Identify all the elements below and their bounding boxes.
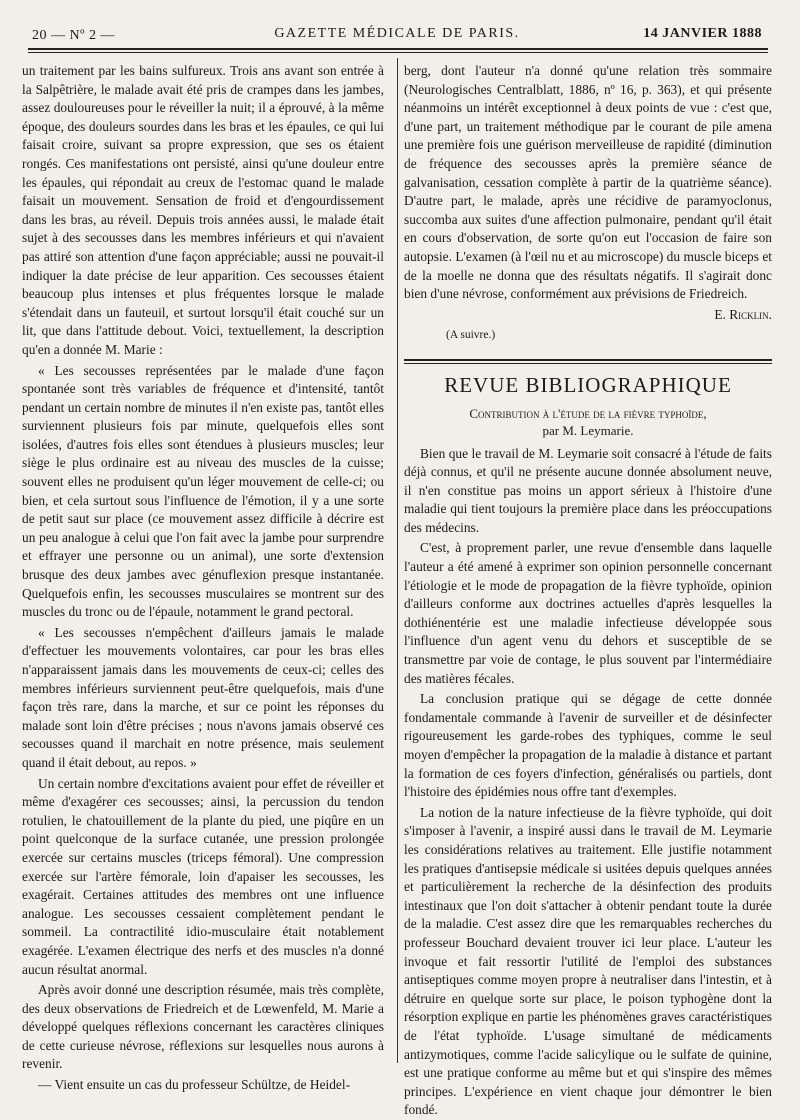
- quote-paragraph: « Les secousses n'empêchent d'ailleurs jamais le malade d'effectuer les mouvements volontaires, car pour les bras elles n'apparaissent jamais dans les mouvements de ceux-ci; celles des membres inférieurs surviennent peut-être quelquefois, mais d'une façon très rare, dans la marche, et sur ce point les réponses du malade sont loin d'être précises ; nous n'avons jamais observé ces secousses quand il marchait en notre présence, mais seulement quand il était debout, au repos. »: [22, 624, 384, 770]
- column-divider: [397, 58, 398, 1063]
- paragraph: La notion de la nature infectieuse de la fièvre typhoïde, qui doit s'imposer à l'avenir, a inspiré aussi dans le travail de M. Leymarie les considérations relatives au traitement. Elle justifie notamment les pratiques d'antisepsie médicale si usitées depuis quelques années et particulièrement la recherche de la désinfection des produits intestinaux que l'on doit s'attacher à obtenir pendant toute la durée de la maladie. C'est assez dire que les remarquables recherches du professeur Bouchard devaient trouver ici leur place. L'auteur les invoque et fait ressortir l'utilité de l'emploi des substances antiseptiques comme moyen propre à neutraliser dans l'intestin, et à détruire en quelque sorte sur place, le poison typhogène dont la résorption explique en partie les phénomènes graves caractéristiques de l'état typhoïde. L'usage simultané de médicaments antizymotiques, comme l'acide salicylique ou le sulfate de quinine, est une pratique conforme au même but et qui s'inspire des mêmes principes. L'expérience en vient chaque jour démontrer le bien fondé.: [404, 804, 772, 1118]
- paragraph: berg, dont l'auteur n'a donné qu'une relation très sommaire (Neurologisches Centralblatt, 1886, nº 16, p. 363), et qui présente néanmoins un intérêt exceptionnel à deux points de vue : c'est que, d'une part, un traitement méthodique par le courant de pile amena une première fois une guérison merveilleuse de rapidité (diminution de fréquence des secousses après la première séance de galvanisation, cessation complète à partir de la quatrième séance). D'autre part, le malade, après une récidive de paramyoclonus, succomba aux suites d'une affection pulmonaire, pendant qu'il était en cours d'observation, de sorte qu'on eut l'occasion de faire son autopsie. L'examen (à l'œil nu et au microscope) du muscle biceps et de la moelle ne donna que des résultats négatifs. Il s'agirait donc bien d'une névrose, conformément aux prévisions de Friedreich.: [404, 63, 772, 302]
- page-number: 20 — Nº 2 —: [32, 28, 115, 43]
- paragraph: Un certain nombre d'excitations avaient pour effet de réveiller et même d'exagérer ces secousses; ainsi, la percussion du tendon rotulien, le chatouillement de la plante du pied, une piqûre en un point quelconque de la surface cutanée, une pression prolongée exercée sur certains muscles (triceps fémoral). Une compression exercée sur l'artère fémorale, loin d'apaiser les secousses, les exagérait. Certaines attitudes des membres ont une influence analogue. Les secousses cessaient complètement pendant le sommeil. La contractilité idio-musculaire était notablement exagérée. L'examen électrique des nerfs et des muscles n'a donné aucun résultat anormal.: [22, 775, 384, 977]
- continued-note: (A suivre.): [446, 329, 496, 342]
- article-author: par M. Leymarie.: [542, 422, 634, 438]
- left-column: [22, 62, 384, 1093]
- article-heading: [404, 405, 772, 439]
- issue-date: 14 JANVIER 1888: [643, 26, 762, 41]
- section-title: REVUE BIBLIOGRAPHIQUE: [444, 372, 732, 397]
- paragraph: Bien que le travail de M. Leymarie soit consacré à l'étude de faits déjà connus, et qu'il ne présente aucune donnée absolument neuve, il n'en constitue pas moins un apport sérieux à l'histoire d'une maladie qui tient toujours la première place dans les préoccupations des médecins.: [404, 445, 772, 535]
- paragraph: C'est, à proprement parler, une revue d'ensemble dans laquelle l'auteur a été amené à exprimer son opinion personnelle concernant l'étiologie et le mode de propagation de la fièvre typhoïde, opinion d'ailleurs conforme aux doctrines actuelles d'après lesquelles la dothiénentérie est une maladie infectieuse développée sous l'influence d'un agent venu du dehors et susceptible de se transmettre par voie de contage, le plus souvent par l'intermédiaire des matières fécales.: [404, 540, 772, 686]
- journal-title: GAZETTE MÉDICALE DE PARIS.: [274, 26, 520, 41]
- author-signature: E. Ricklin.: [714, 306, 772, 322]
- page-header: [32, 22, 762, 44]
- paragraph: Après avoir donné une description résumée, mais très complète, des deux observations de Friedreich et de Lœwenfeld, M. Marie a développé quelques réflexions concernant les caractères cliniques de cette curieuse névrose, réflexions sur lesquelles nous aurons à revenir.: [22, 982, 384, 1072]
- header-rule: [28, 48, 768, 53]
- right-column: [404, 62, 772, 1118]
- paragraph: — Vient ensuite un cas du professeur Schültze, de Heidel-: [38, 1077, 351, 1093]
- article-title: Contribution à l'étude de la fièvre typhoïde,: [469, 405, 707, 421]
- paragraph: un traitement par les bains sulfureux. Trois ans avant son entrée à la Salpêtrière, le malade avait été pris de crampes dans les jambes, assez douloureuses pour le réveiller la nuit; il a éprouvé, à la même époque, des douleurs sourdes dans les bras et les épaules, ce qui lui faisait croire, suivant sa propre expression, que ses os étaient rongés. Ces manifestations ont persisté, ainsi qu'une douleur entre les épaules, qui répondait au creux de l'estomac quand le malade faisait un mouvement. Sensation de froid et d'engourdissement dans les bras, au réveil. Depuis trois années aussi, le malade était sujet à des secousses dans les membres inférieurs et qui n'avaient pas attiré son attention d'une façon appréciable; aussi ne pouvait-il indiquer la date précise de leur apparition. Ces secousses étaient beaucoup plus intenses et plus fréquentes lorsque le malade s'étendait dans un fauteuil, et surtout lorsqu'il était couché sur un lit, que dans l'attitude debout. Voici, textuellement, la description qu'en a donnée M. Marie :: [22, 63, 384, 357]
- quote-paragraph: « Les secousses représentées par le malade d'une façon spontanée sont très variables de fréquence et d'intensité, tantôt pendant un certain nombre de minutes il n'en existe pas, tantôt elles surviennent plusieurs fois par minute, quelquefois elles sont isolées, d'autres fois elles sont étendues à plusieurs muscles; leur siège le plus ordinaire est au niveau des muscles de la cuisse; souvent elles ne produisent qu'un léger mouvement de celle-ci; ou bien, et cela surtout sous l'influence de l'émotion, il y a une sorte de petit saut sur place (ce mouvement assez difficile à décrire est un peu analogue à celui que l'on fait avec la jambe pour surprendre et effrayer une personne ou un animal), une sorte d'extension brusque des deux jambes avec génuflexion presque instantanée. Quelquefois enfin, les secousses musculaires se montrent sur des muscles du tronc ou de l'épaule, notamment le grand pectoral.: [22, 362, 384, 620]
- section-separator: [404, 359, 772, 364]
- paragraph: La conclusion pratique qui se dégage de cette donnée fondamentale commande à l'avenir de surveiller et de désinfecter rigoureusement les garde-robes des typhiques, comme le seul moyen d'empêcher la propagation de la maladie à distance et partant la formation de ces foyers d'infection, généralisés ou partiels, dont l'histoire des épidémies nous offre tant d'exemples.: [404, 691, 772, 800]
